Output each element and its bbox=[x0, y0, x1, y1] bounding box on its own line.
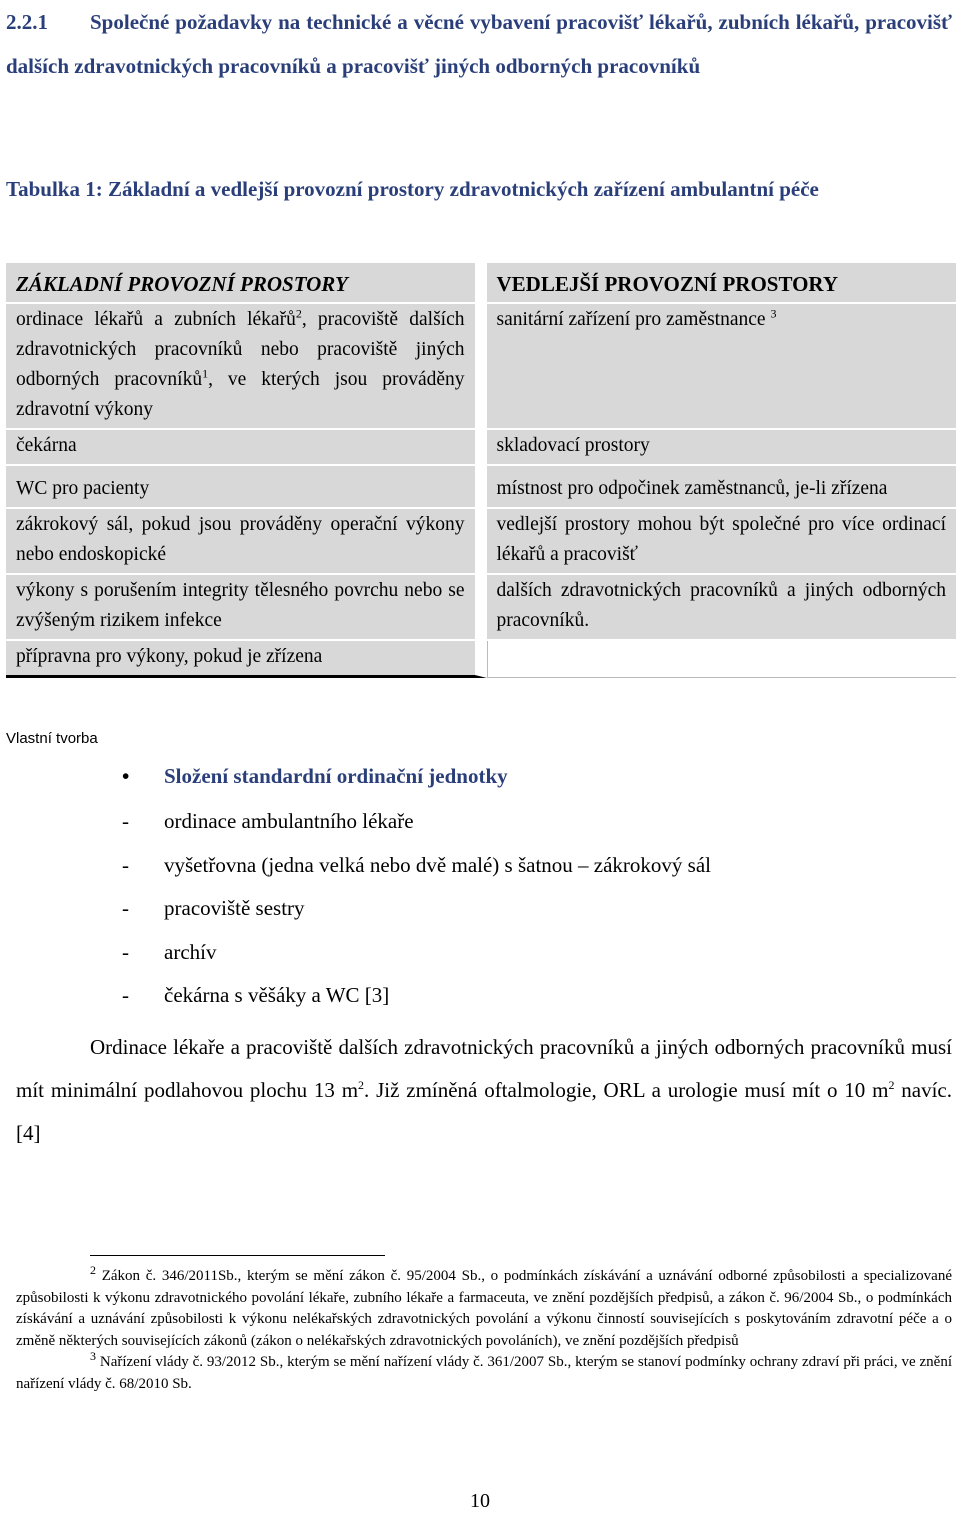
table-row bbox=[6, 466, 956, 509]
footnote-text: Zákon č. 346/2011Sb., kterým se mění zákon č. 95/2004 Sb., o podmínkách získávání a uznávání odborné způsobilosti a specializované způsobilosti k výkonu zdravotnického povolání lékaře, zubního lékaře a farmaceuta, ve znění pozdějších předpisů, a zákon č. 96/2004 Sb., o podmínkách získávání a uznávání způsobilosti k výkonu nelékařských zdravotnických povolání a výkonu činností souvisejících s poskytováním zdravotní péče a o změně některých souvisejících zákonů (zákon o nelékařských zdravotnických povoláních), ve znění pozdějších předpisů bbox=[16, 1268, 952, 1349]
composition-title: Složení standardní ordinační jednotky bbox=[164, 764, 508, 788]
section-heading bbox=[6, 0, 952, 88]
superscript: 2 bbox=[888, 1078, 895, 1092]
footnote-mark: 2 bbox=[90, 1263, 96, 1277]
table-row bbox=[6, 575, 956, 641]
table-row bbox=[6, 304, 956, 430]
table-cell bbox=[6, 304, 487, 430]
table-source: Vlastní tvorba bbox=[6, 730, 98, 747]
composition-list bbox=[122, 800, 711, 1018]
list-item bbox=[122, 887, 711, 931]
paragraph-text: . Již zmíněná oftalmologie, ORL a urologie musí mít o 10 m bbox=[364, 1078, 889, 1102]
table-cell: výkony s porušením integrity tělesného povrchu nebo se zvýšeným rizikem infekce bbox=[6, 575, 487, 641]
dash-marker: - bbox=[122, 939, 129, 964]
table-row bbox=[6, 641, 956, 678]
list-item-text: čekárna s věšáky a WC [3] bbox=[164, 983, 390, 1007]
table-row bbox=[6, 430, 956, 466]
footnote-ref: 1 bbox=[202, 366, 209, 381]
table-cell: místnost pro odpočinek zaměstnanců, je-li zřízena bbox=[487, 466, 957, 509]
section-number: 2.2.1 bbox=[6, 10, 48, 34]
table-cell-empty bbox=[487, 641, 957, 678]
footnotes bbox=[16, 1263, 952, 1395]
cell-text: , ve kterých jsou prováděny zdravotní výkony bbox=[16, 369, 465, 420]
table-caption: Tabulka 1: Základní a vedlejší provozní prostory zdravotnických zařízení ambulantní péče bbox=[6, 177, 819, 201]
dash-marker: - bbox=[122, 809, 129, 833]
footnote-mark: 3 bbox=[90, 1349, 96, 1363]
list-item bbox=[122, 931, 711, 975]
table-cell: zákrokový sál, pokud jsou prováděny operační výkony nebo endoskopické bbox=[6, 509, 487, 575]
table-cell: dalších zdravotnických pracovníků a jiných odborných pracovníků. bbox=[487, 575, 957, 641]
header-basic-premises: ZÁKLADNÍ PROVOZNÍ PROSTORY bbox=[6, 263, 487, 304]
list-item-text: archív bbox=[164, 939, 217, 964]
superscript: 2 bbox=[358, 1078, 365, 1092]
cell-text: , pracoviště dalších zdravotnických pracovníků nebo pracoviště jiných odborných pracovníků bbox=[16, 309, 465, 390]
footnote-ref: 3 bbox=[770, 306, 777, 321]
table-cell: WC pro pacienty bbox=[6, 466, 487, 509]
footnote-2 bbox=[16, 1263, 952, 1352]
cell-text: sanitární zařízení pro zaměstnance bbox=[496, 309, 766, 330]
list-item-text: ordinace ambulantního lékaře bbox=[164, 809, 414, 833]
list-item bbox=[122, 974, 711, 1018]
table-cell bbox=[487, 304, 957, 430]
footnote-ref: 2 bbox=[295, 306, 302, 321]
list-item bbox=[122, 844, 711, 888]
table-cell: čekárna bbox=[6, 430, 487, 466]
bullet-icon: • bbox=[122, 764, 130, 788]
dash-marker: - bbox=[122, 896, 129, 920]
dash-marker: - bbox=[122, 852, 129, 877]
header-secondary-premises: VEDLEJŠÍ PROVOZNÍ PROSTORY bbox=[487, 263, 957, 304]
footnote-text: Nařízení vlády č. 93/2012 Sb., kterým se mění nařízení vlády č. 361/2007 Sb., kterým se stanoví podmínky ochrany zdraví při práci, ve znění nařízení vlády č. 68/2010 Sb. bbox=[16, 1354, 952, 1392]
list-item-text: vyšetřovna (jedna velká nebo dvě malé) s šatnou – zákrokový sál bbox=[164, 852, 711, 877]
dash-marker: - bbox=[122, 983, 129, 1007]
paragraph-text: Ordinace lékaře a pracoviště dalších zdravotnických pracovníků a jiných odborných pracovníků musí mít minimální podlahovou plochu 13 m bbox=[16, 1035, 952, 1102]
page-number: 10 bbox=[470, 1490, 490, 1512]
list-item bbox=[122, 800, 711, 844]
footnote-separator bbox=[90, 1255, 385, 1256]
cell-text: ordinace lékařů a zubních lékařů bbox=[16, 309, 296, 330]
footnote-3 bbox=[16, 1349, 952, 1395]
paragraph-text: navíc. [4] bbox=[16, 1078, 952, 1145]
table-row bbox=[6, 509, 956, 575]
floor-area-paragraph bbox=[16, 1026, 952, 1155]
table-cell: přípravna pro výkony, pokud je zřízena bbox=[6, 641, 487, 678]
table-cell: vedlejší prostory mohou být společné pro více ordinací lékařů a pracovišť bbox=[487, 509, 957, 575]
table-header-row bbox=[6, 263, 956, 304]
section-title: Společné požadavky na technické a věcné vybavení pracovišť lékařů, zubních lékařů, pracovišť dalších zdravotnických pracovníků a pracovišť jiných odborných pracovníků bbox=[6, 10, 952, 78]
premises-table bbox=[6, 263, 956, 678]
composition-heading bbox=[122, 760, 508, 792]
table-cell: skladovací prostory bbox=[487, 430, 957, 466]
list-item-text: pracoviště sestry bbox=[164, 896, 305, 920]
